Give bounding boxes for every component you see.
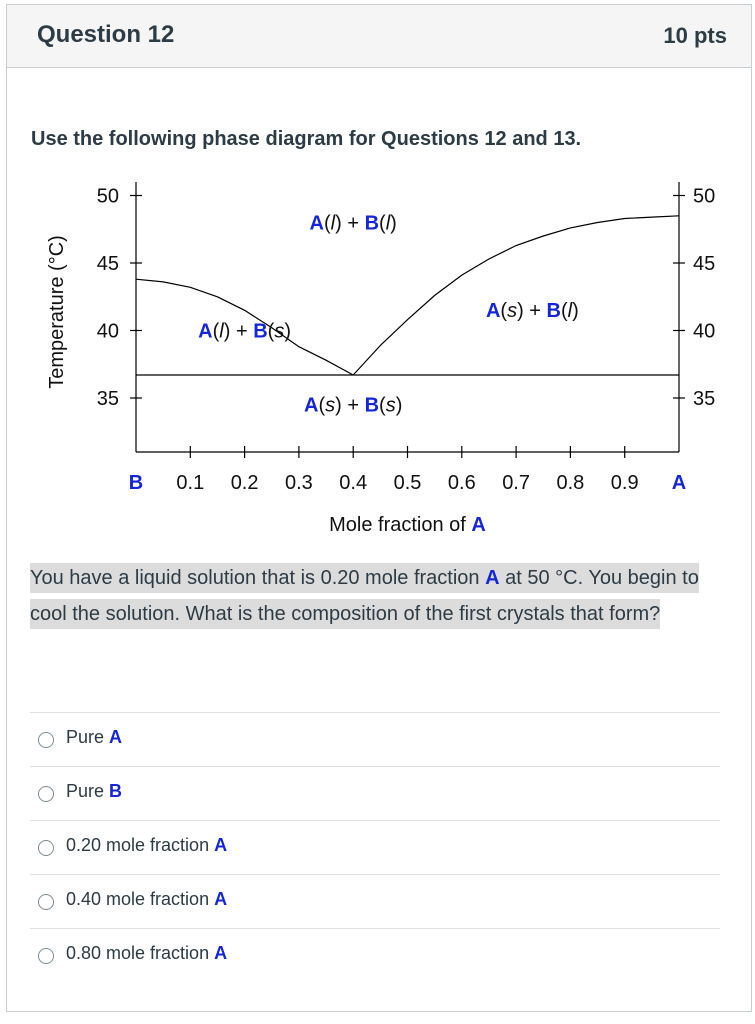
- prompt-component-a: A: [485, 567, 500, 589]
- x-tick-label: 0.7: [502, 472, 531, 494]
- x-tick-label: 0.4: [339, 472, 368, 494]
- y-tick-label-right: 40: [693, 320, 716, 343]
- answer-option-1[interactable]: [30, 712, 720, 766]
- prompt-text-1: You have a liquid solution that is 0.20 mole fraction: [30, 567, 486, 589]
- answer-label[interactable]: 0.40 mole fraction A: [66, 889, 228, 909]
- radio-button[interactable]: [38, 840, 54, 856]
- answer-option-3[interactable]: [30, 820, 720, 874]
- answer-list: [30, 712, 720, 982]
- x-tick-label: 0.3: [284, 472, 313, 494]
- y-axis-title: Temperature (°C): [46, 235, 68, 389]
- answer-label[interactable]: 0.20 mole fraction A: [66, 835, 228, 855]
- answer-option-2[interactable]: [30, 766, 720, 820]
- y-tick-label-right: 45: [693, 253, 716, 275]
- answer-label[interactable]: Pure A: [66, 727, 123, 747]
- question-title: Question 12: [37, 21, 175, 48]
- y-tick-label-left: 35: [96, 388, 119, 410]
- x-tick-label: 0.5: [393, 472, 422, 494]
- x-tick-label: 0.1: [176, 472, 205, 494]
- radio-button[interactable]: [38, 732, 54, 748]
- x-tick-label: 0.2: [230, 472, 259, 494]
- x-tick-label: B: [128, 472, 144, 494]
- radio-button[interactable]: [38, 948, 54, 964]
- prompt-text-2: at 50 °C. You begin to cool the solution. What is the composition of the first crystals that form?: [30, 567, 699, 625]
- answer-label[interactable]: Pure B: [66, 781, 123, 801]
- prompt-highlight: [30, 563, 699, 629]
- answer-label[interactable]: 0.80 mole fraction A: [66, 943, 228, 963]
- y-tick-label-right: 50: [693, 185, 716, 208]
- y-tick-label-left: 50: [96, 185, 119, 208]
- x-tick-label: 0.6: [447, 472, 476, 494]
- region-liquid-plus-solid-B: A(l) + B(s): [198, 320, 292, 343]
- x-tick-label: 0.9: [610, 472, 639, 494]
- question-points: 10 pts: [663, 23, 727, 48]
- answer-option-4[interactable]: [30, 874, 720, 928]
- answer-option-5[interactable]: [30, 928, 720, 982]
- question-intro: Use the following phase diagram for Questions 12 and 13.: [31, 128, 582, 150]
- y-tick-label-left: 40: [96, 320, 119, 343]
- y-tick-label-right: 35: [693, 388, 716, 410]
- x-tick-label: A: [671, 472, 687, 494]
- question-prompt: [30, 560, 710, 632]
- series-liquidus-A: [353, 216, 679, 375]
- radio-button[interactable]: [38, 894, 54, 910]
- region-liquid: A(l) + B(l): [309, 212, 397, 235]
- x-axis-title: Mole fraction of A: [329, 514, 486, 536]
- region-solid: A(s) + B(s): [304, 394, 403, 417]
- x-tick-label: 0.8: [556, 472, 585, 494]
- radio-button[interactable]: [38, 786, 54, 802]
- y-tick-label-left: 45: [96, 253, 119, 275]
- region-solid-A-plus-liquid: A(s) + B(l): [485, 300, 579, 322]
